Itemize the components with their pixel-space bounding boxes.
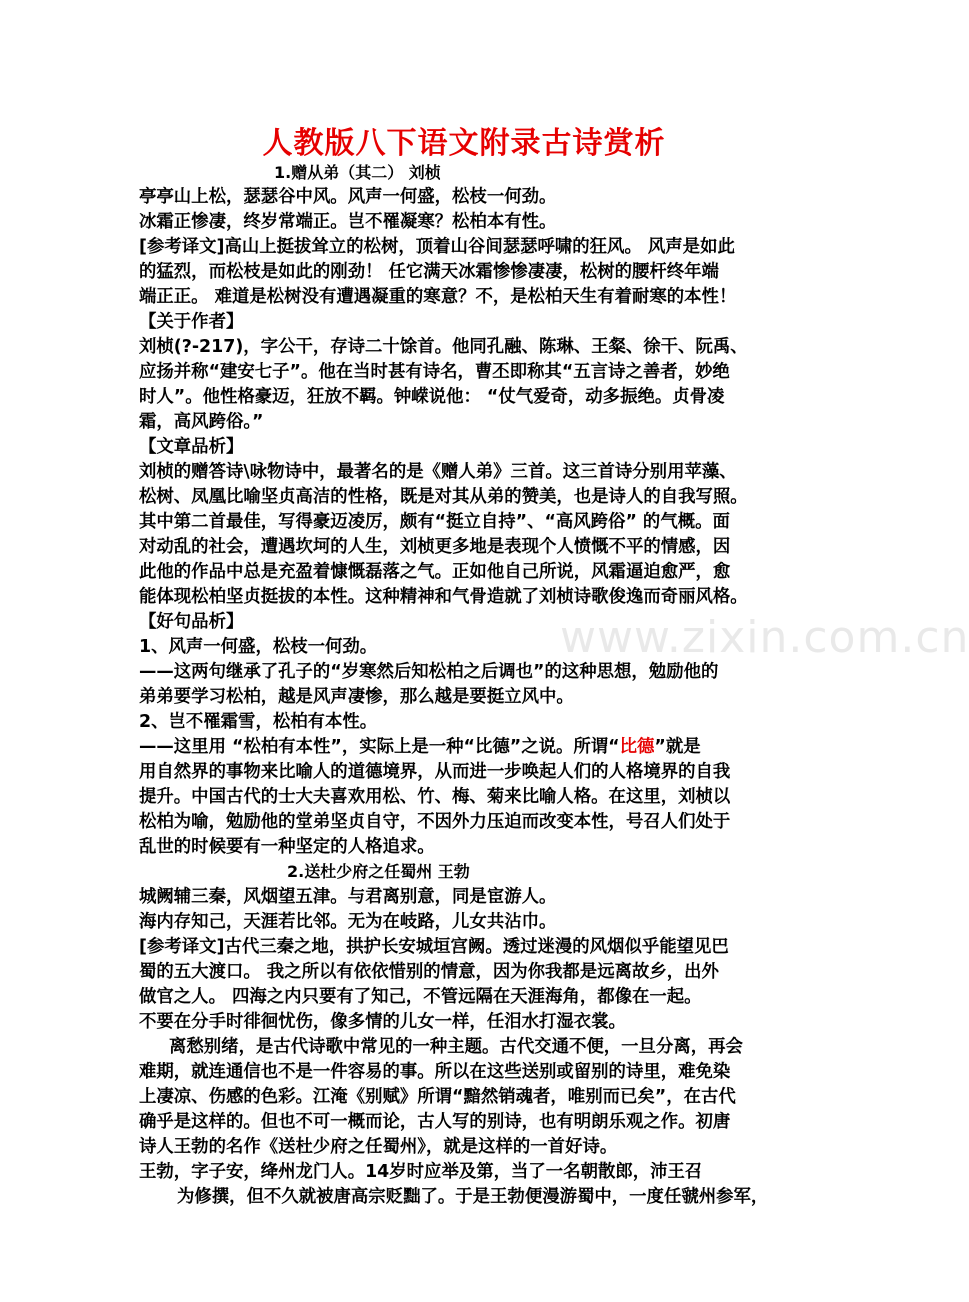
body-line: 刘桢(?-217)，字公干，存诗二十馀首。他同孔融、陈琳、王粲、徐干、阮禹、	[139, 337, 748, 357]
poem-1-heading: 1.赠从弟（其二） 刘桢	[274, 163, 441, 182]
body-line: 王勃，字子安，绛州龙门人。14岁时应举及第，当了一名朝散郎，沛王召	[139, 1162, 703, 1182]
body-line: 霜，高风跨俗。”	[139, 412, 264, 432]
watermark: www.zixin.com.cn	[560, 612, 969, 663]
body-line: 离愁别绪，是古代诗歌中常见的一种主题。古代交通不便，一旦分离，再会	[169, 1037, 743, 1057]
translation-line: 端正正。 难道是松树没有遭遇凝重的寒意？不，是松柏天生有着耐寒的本性！	[139, 287, 737, 307]
body-line-bide	[139, 735, 701, 759]
highlight-bide: 比德	[619, 737, 655, 757]
poem-1-line-2: 冰霜正惨凄，终岁常端正。岂不罹凝寒？松柏本有性。	[139, 212, 557, 232]
body-line: 用自然界的事物来比喻人的道德境界，从而进一步唤起人们的人格境界的自我	[139, 762, 731, 782]
body-line: 1、风声一何盛，松枝一何劲。	[139, 637, 378, 657]
body-line: 应扬并称“建安七子”。他在当时甚有诗名，曹丕即称其“五言诗之善者，妙绝	[139, 362, 730, 382]
section-heading-sentences: 【好句品析】	[139, 612, 244, 632]
body-line: 松树、凤凰比喻坚贞高洁的性格，既是对其从弟的赞美，也是诗人的自我写照。	[139, 487, 748, 507]
body-line: 2、岂不罹霜雪，松柏有本性。	[139, 712, 378, 732]
poem-2-line-2: 海内存知己，天涯若比邻。无为在岐路，儿女共沾巾。	[139, 912, 557, 932]
poem-1-line-1: 亭亭山上松，瑟瑟谷中风。风声一何盛，松枝一何劲。	[139, 187, 557, 207]
body-line: 诗人王勃的名作《送杜少府之任蜀州》，就是这样的一首好诗。	[139, 1137, 618, 1157]
body-line: 为修撰，但不久就被唐高宗贬黜了。于是王勃便漫游蜀中，一度任虢州参军，	[177, 1187, 769, 1207]
body-line: 其中第二首最佳，写得豪迈凌厉，颇有“挺立自持”、“高风跨俗” 的气概。面	[139, 512, 730, 532]
body-line: 时人”。他性格豪迈，狂放不羁。钟嵘说他： “仗气爱奇，动多振绝。贞骨凌	[139, 387, 725, 407]
body-line: 乱世的时候要有一种坚定的人格追求。	[139, 837, 435, 857]
body-line: 此他的作品中总是充盈着慷慨磊落之气。正如他自己所说，风霜逼迫愈严，愈	[139, 562, 731, 582]
section-heading-author: 【关于作者】	[139, 312, 244, 332]
body-line: 对动乱的社会，遭遇坎坷的人生，刘桢更多地是表现个人愤慨不平的情感，因	[139, 537, 731, 557]
body-line: 刘桢的赠答诗\咏物诗中，最著名的是《赠人弟》三首。这三首诗分别用苹藻、	[139, 462, 737, 482]
translation-line: 蜀的五大渡口。 我之所以有依依惜别的情意，因为你我都是远离故乡，出外	[139, 962, 719, 982]
body-line: 上凄凉、伤感的色彩。江淹《别赋》所谓“黯然销魂者，唯别而已矣”，在古代	[139, 1087, 736, 1107]
poem-2-heading: 2.送杜少府之任蜀州 王勃	[287, 862, 470, 881]
body-line: 难期，就连通信也不是一件容易的事。所以在这些送别或留别的诗里，难免染	[139, 1062, 731, 1082]
translation-line: [参考译文]古代三秦之地，拱护长安城垣宫阙。透过迷漫的风烟似乎能望见巴	[139, 937, 729, 957]
section-heading-analysis: 【文章品析】	[139, 437, 244, 457]
body-line: 确乎是这样的。但也不可一概而论，古人写的别诗，也有明朗乐观之作。初唐	[139, 1112, 731, 1132]
translation-line: 的猛烈，而松枝是如此的刚劲！ 任它满天冰霜惨惨凄凄，松树的腰杆终年端	[139, 262, 719, 282]
body-line: 弟弟要学习松柏，越是风声凄惨，那么越是要挺立风中。	[139, 687, 574, 707]
poem-2-line-1: 城阙辅三秦，风烟望五津。与君离别意，同是宦游人。	[139, 887, 557, 907]
translation-line: 不要在分手时徘徊忧伤，像多情的儿女一样，任泪水打湿衣裳。	[139, 1012, 626, 1032]
document-title: 人教版八下语文附录古诗赏析	[262, 126, 666, 161]
text-span: ——这里用 “松柏有本性”，实际上是一种“比德”之说。所谓“	[139, 737, 620, 757]
body-line: ——这两句继承了孔子的“岁寒然后知松柏之后调也”的这种思想，勉励他的	[139, 662, 719, 682]
translation-line: [参考译文]高山上挺拔耸立的松树，顶着山谷间瑟瑟呼啸的狂风。 风声是如此	[139, 237, 735, 257]
body-line: 能体现松柏坚贞挺拔的本性。这种精神和气骨造就了刘桢诗歌俊逸而奇丽风格。	[139, 587, 748, 607]
body-line: 松柏为喻，勉励他的堂弟坚贞自守，不因外力压迫而改变本性，号召人们处于	[139, 812, 731, 832]
text-span: ”就是	[654, 737, 701, 757]
body-line: 提升。中国古代的士大夫喜欢用松、竹、梅、菊来比喻人格。在这里，刘桢以	[139, 787, 731, 807]
translation-line: 做官之人。 四海之内只要有了知己，不管远隔在天涯海角，都像在一起。	[139, 987, 702, 1007]
